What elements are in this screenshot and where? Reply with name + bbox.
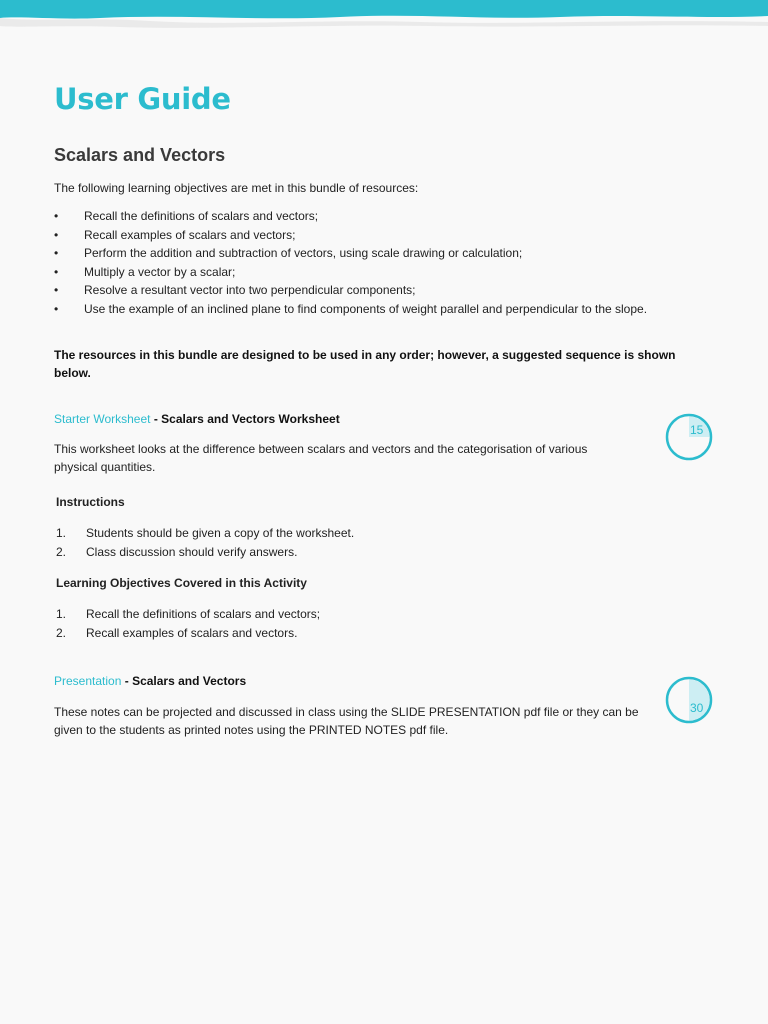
activity-kind: Presentation [54, 674, 122, 688]
list-item: • Perform the addition and subtraction of vectors, using scale drawing or calculation; [54, 244, 647, 263]
activity-name: Scalars and Vectors Worksheet [161, 412, 340, 426]
instructions-heading: Instructions [56, 495, 125, 509]
timer-minutes: 15 [690, 423, 704, 437]
activity-heading-presentation [54, 672, 246, 690]
activity-heading-starter [54, 410, 340, 428]
top-decorative-banner [0, 0, 768, 40]
objectives-list [54, 207, 647, 319]
bullet: • [54, 246, 59, 261]
bullet: • [54, 301, 59, 316]
list-item: 1. Recall the definitions of scalars and vectors; [56, 607, 321, 621]
sequence-note: The resources in this bundle are designed to be used in any order; however, a suggested sequence is shown below. [54, 348, 676, 380]
intro-text: The following learning objectives are met in this bundle of resources: [54, 181, 419, 195]
list-item: 2. Class discussion should verify answers. [56, 544, 298, 559]
list-item: • Use the example of an inclined plane to find components of weight parallel and perpendicular to the slope. [54, 300, 647, 319]
bullet: • [54, 283, 59, 298]
instructions-list [56, 524, 354, 561]
list-item: • Recall the definitions of scalars and vectors; [54, 207, 647, 226]
bullet: • [54, 209, 59, 223]
timer-icon [664, 412, 714, 462]
activity-separator: - [121, 674, 133, 688]
activity-kind: Starter Worksheet [54, 412, 151, 426]
list-item: • Resolve a resultant vector into two perpendicular components; [54, 281, 647, 300]
learning-objectives-list [56, 605, 320, 642]
list-item: 1. Students should be given a copy of the worksheet. [56, 526, 355, 540]
activity-separator: - [150, 412, 162, 426]
timer-minutes: 30 [690, 701, 704, 715]
list-item: • Multiply a vector by a scalar; [54, 263, 647, 282]
activity-description: These notes can be projected and discussed in class using the SLIDE PRESENTATION pdf file or they can be given to the students as printed notes using the PRINTED NOTES pdf file. [54, 705, 639, 737]
learning-objectives-heading: Learning Objectives Covered in this Activity [56, 576, 307, 590]
activity-name: Scalars and Vectors [132, 674, 247, 688]
timer-icon [664, 675, 714, 725]
list-item: • Recall examples of scalars and vectors; [54, 226, 647, 245]
bullet: • [54, 227, 59, 242]
bullet: • [54, 264, 59, 279]
activity-description: This worksheet looks at the difference between scalars and vectors and the categorisation of various physical quantities. [54, 442, 588, 474]
list-item: 2. Recall examples of scalars and vectors. [56, 625, 298, 640]
page-title: User Guide [54, 82, 231, 116]
section-title: Scalars and Vectors [54, 145, 226, 165]
